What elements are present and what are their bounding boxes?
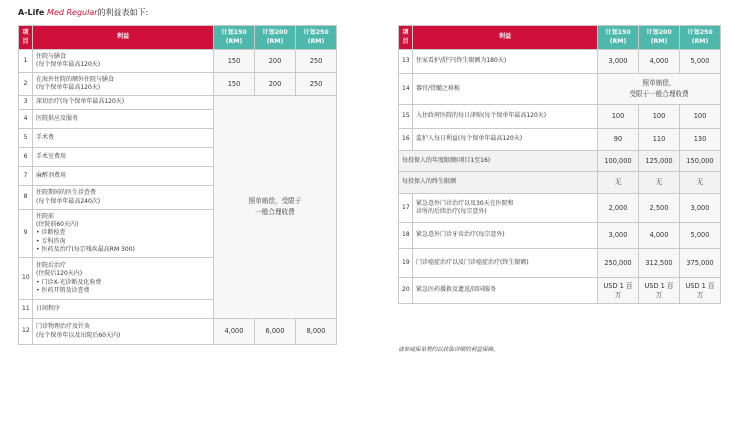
benefit-value-150: 90: [598, 129, 639, 151]
benefit-value-150: 250,000: [598, 249, 639, 278]
benefit-description: 住家看护/舒宁(终生限额为180天): [413, 50, 598, 74]
benefit-value-250: 5,000: [680, 223, 721, 249]
benefit-value-200: 200: [255, 73, 296, 96]
benefit-value-250: 8,000: [296, 319, 337, 345]
item-number: 7: [19, 167, 33, 186]
header-plan200: 计划200 (RM): [639, 26, 680, 50]
merged-benefit-value: 照单赔偿，受限于 一般合理收费: [214, 96, 337, 319]
benefit-value-250: 5,000: [680, 50, 721, 74]
item-number: 13: [399, 50, 413, 74]
merged-benefit-value: 照单赔偿， 受限于一般合理收费: [598, 74, 721, 105]
page-title: [18, 7, 148, 18]
table-row: [19, 96, 337, 110]
left-table-body: [19, 50, 337, 345]
benefit-description: 医院供应及服务: [33, 110, 214, 129]
benefit-value-150: 3,000: [598, 50, 639, 74]
benefit-description: 监护人每日利益(每个保单年最高120天): [413, 129, 598, 151]
benefit-description: 紧急意外门诊治疗以及30天在医院和 诊所的后续治疗(每宗意外): [413, 194, 598, 223]
benefit-value-250: 375,000: [680, 249, 721, 278]
header-row: [399, 26, 721, 50]
benefit-value-250: USD 1 百万: [680, 278, 721, 304]
benefit-description: 住院期间的医生诊查费 (每个保单年最高240次): [33, 186, 214, 210]
benefit-description: 门诊癌症治疗以及门诊癌症治疗(终生限额): [413, 249, 598, 278]
header-benefit: 利益: [413, 26, 598, 50]
benefit-value-150: USD 1 百万: [598, 278, 639, 304]
item-number: 8: [19, 186, 33, 210]
benefit-value-150: 3,000: [598, 223, 639, 249]
benefit-value-150: 100,000: [598, 151, 639, 172]
item-number: 17: [399, 194, 413, 223]
benefit-description: 器官/骨髓之移植: [413, 74, 598, 105]
header-row: [19, 26, 337, 50]
benefit-description: 麻醉剂费用: [33, 167, 214, 186]
header-item: 项目: [19, 26, 33, 50]
benefit-description: 入住政府医院的每日津贴(每个保单年最高120天): [413, 105, 598, 129]
item-number: 9: [19, 210, 33, 258]
item-number: 16: [399, 129, 413, 151]
benefit-value-200: 4,000: [639, 223, 680, 249]
footnote: 请参阅保单契约以获取详细的利益保障。: [398, 347, 499, 353]
benefit-value-200: 100: [639, 105, 680, 129]
header-plan250: 计划250 (RM): [296, 26, 337, 50]
item-number: 18: [399, 223, 413, 249]
benefit-value-200: 6,000: [255, 319, 296, 345]
benefit-table-left: [18, 25, 337, 345]
header-plan150: 计划150 (RM): [598, 26, 639, 50]
benefit-value-200: 312,500: [639, 249, 680, 278]
item-number: 12: [19, 319, 33, 345]
benefit-description: 深切治疗(每个保单年最高120天): [33, 96, 214, 110]
item-number: 5: [19, 129, 33, 148]
benefit-value-150: 2,000: [598, 194, 639, 223]
benefit-value-150: 150: [214, 73, 255, 96]
benefit-value-150: 150: [214, 50, 255, 73]
benefit-value-200: USD 1 百万: [639, 278, 680, 304]
header-plan250: 计划250 (RM): [680, 26, 721, 50]
header-item: 项目: [399, 26, 413, 50]
benefit-description: 紧急意外门诊牙齿治疗(每宗意外): [413, 223, 598, 249]
benefit-value-250: 150,000: [680, 151, 721, 172]
table-row: [399, 74, 721, 105]
plan-name: Med Regular: [47, 8, 98, 17]
item-number: 15: [399, 105, 413, 129]
benefit-value-200: 110: [639, 129, 680, 151]
limit-description: 每投保人的年度限额(项目1至16): [399, 151, 598, 172]
benefit-value-200: 125,000: [639, 151, 680, 172]
benefit-value-250: 100: [680, 105, 721, 129]
item-number: 10: [19, 258, 33, 300]
benefit-description: 手术费: [33, 129, 214, 148]
table-row: [399, 172, 721, 194]
benefit-table-right: [398, 25, 721, 304]
table-row: [19, 50, 337, 73]
benefit-value-150: 4,000: [214, 319, 255, 345]
benefit-description: 在海外住院的额外住院与膳食 (每个保单年最高120天): [33, 73, 214, 96]
table-row: [399, 249, 721, 278]
header-plan200: 计划200 (RM): [255, 26, 296, 50]
benefit-description: 住院后治疗 (住院后120天内) • 门诊X-光诊断及化验费 • 医药开销及诊查费: [33, 258, 214, 300]
limit-description: 每投保人的终生限额: [399, 172, 598, 194]
benefit-value-250: 130: [680, 129, 721, 151]
item-number: 1: [19, 50, 33, 73]
header-benefit: 利益: [33, 26, 214, 50]
item-number: 2: [19, 73, 33, 96]
item-number: 19: [399, 249, 413, 278]
benefit-description: 住院前 (住院前60天内) • 诊断检查 • 专科咨询 • 医药及治疗(每宗残疾最高RM 300): [33, 210, 214, 258]
benefit-value-200: 200: [255, 50, 296, 73]
table-row: [399, 278, 721, 304]
benefit-value-200: 2,500: [639, 194, 680, 223]
table-row: [19, 319, 337, 345]
benefit-value-250: 无: [680, 172, 721, 194]
table-row: [399, 223, 721, 249]
item-number: 14: [399, 74, 413, 105]
benefit-value-250: 250: [296, 50, 337, 73]
item-number: 20: [399, 278, 413, 304]
table-row: [399, 105, 721, 129]
item-number: 4: [19, 110, 33, 129]
table-row: [19, 73, 337, 96]
benefit-description: 紧急医药援救及遗返/回国服务: [413, 278, 598, 304]
benefit-value-150: 100: [598, 105, 639, 129]
benefit-description: 手术室费用: [33, 148, 214, 167]
item-number: 11: [19, 300, 33, 319]
brand-text: A-Life: [18, 8, 48, 17]
item-number: 3: [19, 96, 33, 110]
table-row: [399, 129, 721, 151]
table-row: [399, 151, 721, 172]
benefit-value-150: 无: [598, 172, 639, 194]
table-row: [399, 50, 721, 74]
title-suffix: 的利益表如下:: [97, 8, 149, 17]
benefit-description: 住院与膳食 (每个保单年最高120天): [33, 50, 214, 73]
benefit-value-200: 无: [639, 172, 680, 194]
benefit-description: 门诊物理治疗及针灸 (每个保单年以及出院后60天内): [33, 319, 214, 345]
benefit-value-250: 3,000: [680, 194, 721, 223]
benefit-value-200: 4,000: [639, 50, 680, 74]
header-plan150: 计划150 (RM): [214, 26, 255, 50]
benefit-description: 日间程序: [33, 300, 214, 319]
right-table-body: [399, 50, 721, 304]
benefit-value-250: 250: [296, 73, 337, 96]
table-row: [399, 194, 721, 223]
item-number: 6: [19, 148, 33, 167]
